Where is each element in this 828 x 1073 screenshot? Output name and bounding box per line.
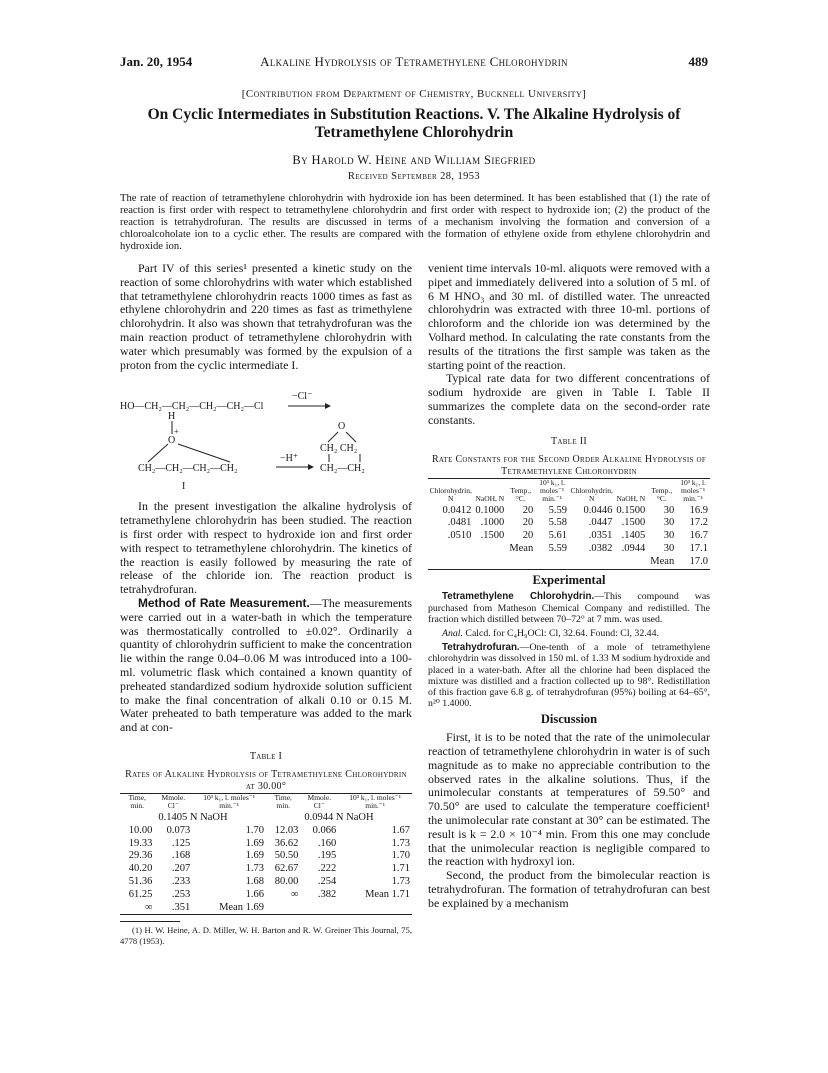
method-heading: Method of Rate Measurement. xyxy=(138,595,310,610)
right-column xyxy=(428,262,710,911)
table-cell: .0382 xyxy=(588,542,613,554)
table-cell xyxy=(473,543,506,556)
table-cell: 17.0 xyxy=(689,555,708,567)
table-cell xyxy=(506,556,535,569)
table-cell: Mean xyxy=(509,542,534,554)
table-cell: 1.71 xyxy=(391,863,410,875)
table-cell: 10.00 xyxy=(128,824,153,836)
table-cell: 50.50 xyxy=(274,850,299,862)
table2 xyxy=(428,478,710,570)
table-cell: 1.66 xyxy=(245,888,264,900)
table-row xyxy=(120,825,412,838)
table2-header: Temp., °C. xyxy=(510,485,532,503)
table-cell: 5.59 xyxy=(548,504,567,516)
table-cell: 17.2 xyxy=(689,517,708,529)
table1-label: Table I xyxy=(249,750,283,762)
table-cell: 30 xyxy=(663,517,675,529)
table2-header: 10³ k₁, l. moles⁻¹ min.⁻¹ xyxy=(539,477,565,503)
table-cell: 0.0446 xyxy=(583,504,613,516)
table-cell: 1.70 xyxy=(245,824,264,836)
table-cell xyxy=(338,902,412,915)
table-cell: 1.69 xyxy=(245,850,264,862)
table-row xyxy=(428,530,710,543)
table-cell xyxy=(614,556,647,569)
scheme-product-bottom: CH₂—CH₂ xyxy=(320,463,365,475)
table-cell: Mean xyxy=(650,555,675,567)
table1-header: 10³ k₁, l. moles⁻¹ min.⁻¹ xyxy=(203,792,255,810)
table-cell: 1.69 xyxy=(245,837,264,849)
table2-caption: Rate Constants for the Second Order Alkaline Hydrolysis of Tetramethylene Chlorohydrin xyxy=(431,453,707,477)
table-row xyxy=(428,505,710,518)
table-cell xyxy=(428,556,473,569)
table-cell: 80.00 xyxy=(274,875,299,887)
scheme-step1-label: −Cl⁻ xyxy=(292,391,313,403)
scheme-reactant: HO—CH₂—CH₂—CH₂—CH₂—Cl xyxy=(120,401,264,413)
table-cell: 17.1 xyxy=(689,542,708,554)
table-cell: 61.25 xyxy=(128,888,153,900)
table-cell xyxy=(300,902,338,915)
table2-header: Chlorohydrin, N xyxy=(429,485,472,503)
table-row xyxy=(428,556,710,569)
table2-header: NaOH, N xyxy=(616,493,646,503)
table-cell: 1.68 xyxy=(245,875,264,887)
table-cell xyxy=(535,556,569,569)
received-date: Received September 28, 1953 xyxy=(347,171,481,182)
table-cell: 1.67 xyxy=(391,824,410,836)
table-cell: 0.073 xyxy=(166,824,191,836)
abstract: The rate of reaction of tetramethylene chlorohydrin with hydroxide ion has been determined. It has been established that (1) the rate of reaction is first order with respect to tetramethylene chlorohydrin and first order with respect to hydroxide ion; (2) the product of the reaction is tetrahydrofuran. The results are discussed in terms of a mechanism involving the formation and conversion of a chloroalcoholate ion to a cyclic ether. The results are compared with the formation of ethylene oxide from ethylene chlorohydrin and hydroxide ion. xyxy=(120,193,710,253)
table1-header: Time, min. xyxy=(274,792,292,810)
table2-header: Temp., °C. xyxy=(651,485,673,503)
table-cell: 0.0412 xyxy=(442,504,472,516)
discussion-paragraph: First, it is to be noted that the rate of the unimolecular reaction of tetramethylene chlorohydrin in water is of such magnitude as to make no appreciable contribution to the observed rates in the alkaline solutions. Thus, if the unimolecular constants at temperatures of 59.50° and 70.50° are used to calculate the temperature coefficient¹ the unimolecular rate constant at 30° can be estimated. The result is k = 2.0 × 10⁻⁴ min. From this one may conclude that the unimolecular reaction is negligible compared to the reaction with hydroxyl ion. xyxy=(428,730,710,869)
discussion-heading: Discussion xyxy=(540,712,598,727)
table-cell: 1.73 xyxy=(391,837,410,849)
table-row xyxy=(120,850,412,863)
anal-text: Calcd. for C₄H₉OCl: Cl, 32.64. Found: Cl, 32.44. xyxy=(465,627,659,639)
continued-paragraph: venient time intervals 10-ml. aliquots were removed with a pipet and immediately delivered into a solution of 5 ml. of 6 M HNO₃ and 30 ml. of distilled water. The unreacted chlorohydrin was extracted with three 10-ml. portions of chloroform and the chloride ion was determined by the Volhard method. In calculating the rate constants from the results of the titrations the first sample was taken as the starting point of the reaction. xyxy=(428,261,710,372)
table-cell: 20 xyxy=(522,517,534,529)
table-cell: 0.1500 xyxy=(616,504,646,516)
table-cell: .1000 xyxy=(480,517,505,529)
table-cell: 0.1000 xyxy=(475,504,505,516)
thf-heading: Tetrahydrofuran. xyxy=(442,642,520,654)
method-text: —The measurements were carried out in a water-bath in which the temperature was thermostatically controlled to ±0.02°. Ordinarily a quantity of chlorohydrin sufficient to make the concentration lie within the range 0.04–0.06 M was introduced into a 100-ml. volumetric flask which contained a known quantity of preheated standardized sodium hydroxide solution sufficient to make the final concentration of alkali 0.10 or 0.15 M. Water preheated to bath temperature was added to the mark and at con- xyxy=(120,595,412,735)
table-cell: 51.36 xyxy=(128,875,153,887)
page-number: 489 xyxy=(688,54,708,69)
table-cell xyxy=(266,902,300,915)
table-row xyxy=(120,863,412,876)
scheme-plus-charge: + xyxy=(174,427,179,437)
experimental-heading: Experimental xyxy=(532,572,606,587)
chlorohydrin-heading: Tetramethylene Chlorohydrin. xyxy=(442,591,595,603)
table-cell: 20 xyxy=(522,504,534,516)
left-column xyxy=(120,262,412,946)
table-cell: 5.61 xyxy=(548,530,567,542)
scheme-step2-label: −H⁺ xyxy=(280,453,299,465)
experimental-section xyxy=(428,591,710,709)
table-cell: 1.73 xyxy=(245,863,264,875)
table-cell: .382 xyxy=(317,888,337,900)
table-cell: .0944 xyxy=(621,542,646,554)
thf-text: —One-tenth of a mole of tetramethylene chlorohydrin was dissolved in 150 ml. of 1.33 M sodium hydroxide and placed in a water-bath. After all the chlorine had been displaced the mixture was distilled and a fraction collected up to 98°. Redistillation of this fraction gave 6.8 g. of tetrahydrofuran (95%) boiling at 64–65°, n²⁰ 1.4000. xyxy=(428,642,710,710)
table1-header: Mmole. Cl⁻ xyxy=(307,792,332,810)
table1-header: 10³ k₁, l. moles⁻¹ min.⁻¹ xyxy=(349,792,401,810)
experimental-paragraph xyxy=(428,591,710,625)
table-cell: .253 xyxy=(171,888,191,900)
method-paragraph xyxy=(120,597,412,735)
experimental-paragraph xyxy=(428,642,710,709)
table-cell: .0481 xyxy=(447,517,472,529)
scheme-product-o: O xyxy=(338,421,346,433)
table-cell xyxy=(569,556,614,569)
table-cell: .195 xyxy=(317,850,337,862)
table-cell: .222 xyxy=(317,863,337,875)
table1-header: Mmole. Cl⁻ xyxy=(161,792,186,810)
scheme-intermediate-label: I xyxy=(182,481,186,493)
table-cell: 1.70 xyxy=(391,850,410,862)
scheme-ring-bottom: CH₂—CH₂—CH₂—CH₂ xyxy=(138,463,238,475)
running-head xyxy=(120,54,708,72)
table-cell: .125 xyxy=(171,837,191,849)
scheme-bonds xyxy=(120,374,412,494)
present-paragraph: In the present investigation the alkaline hydrolysis of tetramethylene chlorohydrin has been studied. The reaction is first order with respect to hydroxide ion and first order with respect to tetramethylene chlorohydrin. The kinetics of the reaction is easily followed by measuring the rate of release of the chloride ion. The reaction product is tetrahydrofuran. xyxy=(120,499,412,597)
table-cell: 36.62 xyxy=(274,837,299,849)
reaction-scheme xyxy=(120,374,412,494)
table-row xyxy=(120,902,412,915)
anal-label: Anal. xyxy=(442,627,463,639)
table-row xyxy=(428,517,710,530)
table-cell: .160 xyxy=(317,837,337,849)
table1-caption: Rates of Alkaline Hydrolysis of Tetramethylene Chlorohydrin at 30.00° xyxy=(125,768,407,792)
scheme-oxonium-o: O xyxy=(168,435,176,447)
table2-label: Table II xyxy=(551,435,587,447)
table-cell: 0.066 xyxy=(312,824,337,836)
issue-date: Jan. 20, 1954 xyxy=(120,54,193,69)
scheme-product-top: CH₂ CH₂ xyxy=(320,443,358,455)
byline: By Harold W. Heine and William Siegfried xyxy=(292,153,536,167)
table-cell: .351 xyxy=(171,901,191,913)
table-cell: 5.59 xyxy=(548,542,567,554)
table-cell xyxy=(428,543,473,556)
table-cell xyxy=(473,556,506,569)
table-cell: 19.33 xyxy=(128,837,153,849)
table-cell: .1500 xyxy=(480,530,505,542)
table-row xyxy=(120,838,412,851)
table-cell: 12.03 xyxy=(274,824,299,836)
table1-group-right: 0.0944 N NaOH xyxy=(304,811,374,823)
running-title: Alkaline Hydrolysis of Tetramethylene Chlorohydrin xyxy=(260,54,568,69)
scheme-hydrogen: H xyxy=(168,411,176,423)
table-cell: .254 xyxy=(317,875,337,887)
analysis-line xyxy=(428,628,710,639)
article-title: On Cyclic Intermediates in Substitution Reactions. V. The Alkaline Hydrolysis of Tetramethylene Chlorohydrin xyxy=(147,106,681,141)
footnote: (1) H. W. Heine, A. D. Miller, W. H. Barton and R. W. Greiner This Journal, 75, 4778 (1953). xyxy=(120,925,412,946)
table-cell: Mean 1.71 xyxy=(365,888,410,900)
table-cell: .233 xyxy=(171,875,191,887)
table-cell: 30 xyxy=(663,530,675,542)
discussion-paragraph: Second, the product from the bimolecular reaction is tetrahydrofuran. The formation of tetrahydrofuran can best be explained by a mechanism xyxy=(428,868,710,910)
table-cell: 30 xyxy=(663,504,675,516)
footnote-rule xyxy=(120,921,180,922)
table-cell: 16.9 xyxy=(689,504,708,516)
table1 xyxy=(120,793,412,915)
table-cell: .0510 xyxy=(447,530,472,542)
table-cell: 30 xyxy=(663,542,675,554)
table-cell: .0447 xyxy=(588,517,613,529)
table-cell: .0351 xyxy=(588,530,613,542)
table-cell: .1405 xyxy=(621,530,646,542)
contribution-line: [Contribution from Department of Chemistry, Bucknell University] xyxy=(241,88,587,100)
typical-data-paragraph: Typical rate data for two different concentrations of sodium hydroxide are given in Table I. Table II summarizes the complete data on the second-order rate constants. xyxy=(428,371,710,427)
table-row xyxy=(120,889,412,902)
table-cell: .207 xyxy=(171,863,191,875)
table-cell: 16.7 xyxy=(689,530,708,542)
table1-group-left: 0.1405 N NaOH xyxy=(158,811,228,823)
table-cell: Mean 1.69 xyxy=(219,901,264,913)
table2-header: NaOH, N xyxy=(475,493,505,503)
table1-header: Time, min. xyxy=(128,792,146,810)
table-cell: 1.73 xyxy=(391,875,410,887)
table-row xyxy=(120,876,412,889)
table-row xyxy=(428,543,710,556)
table-cell: 5.58 xyxy=(548,517,567,529)
table-cell: ∞ xyxy=(290,888,299,900)
table-cell: 20 xyxy=(522,530,534,542)
table-cell: 62.67 xyxy=(274,863,299,875)
intro-paragraph: Part IV of this series¹ presented a kinetic study on the reaction of some chlorohydrins with water which established that tetramethylene chlorohydrin reacts 1000 times as fast as ethylene chlorohydrin and 220 times as fast as trimethylene chlorohydrin. It also was shown that tetrahydrofuran was the main reaction product of tetramethylene chlorohydrin with water which presumably was formed by the expulsion of a proton from the cyclic intermediate I. xyxy=(120,261,412,372)
table-cell: 29.36 xyxy=(128,850,153,862)
table-cell: .168 xyxy=(171,850,191,862)
table-cell: ∞ xyxy=(144,901,153,913)
table2-header: 10³ k₁, l. moles⁻¹ min.⁻¹ xyxy=(680,477,706,503)
chlorohydrin-text: —This compound was purchased from Matheson Chemical Company and redistilled. The fraction which distilled between 70–72° at 7 mm. was used. xyxy=(428,591,710,625)
table-cell: .1500 xyxy=(621,517,646,529)
table-cell: 40.20 xyxy=(128,863,153,875)
table2-header: Chlorohydrin, N xyxy=(570,485,613,503)
